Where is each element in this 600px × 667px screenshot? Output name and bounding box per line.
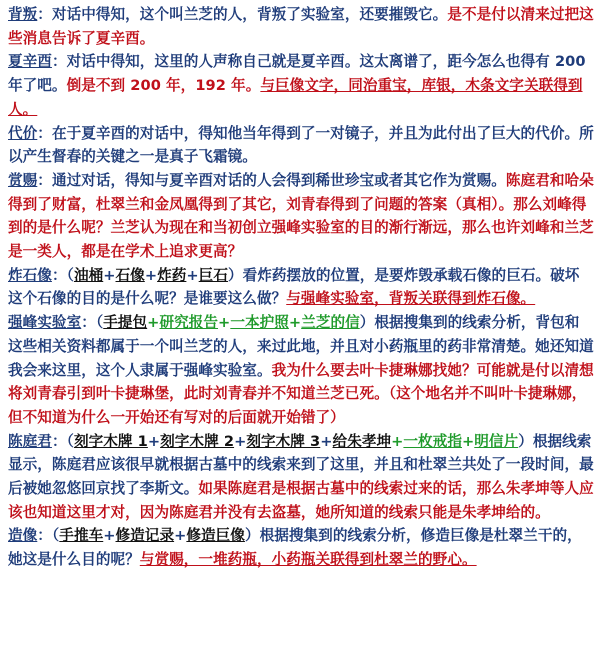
text-segment: + bbox=[103, 527, 116, 545]
paragraph-shangci bbox=[8, 169, 594, 264]
paragraph-xiaxinyou bbox=[8, 50, 594, 121]
underlined-text: 手提包 bbox=[103, 314, 148, 332]
text-segment: + bbox=[288, 314, 302, 332]
text-segment: ：（ bbox=[37, 527, 60, 545]
section-term: 炸石像 bbox=[8, 266, 52, 284]
underlined-text: 石像 bbox=[115, 266, 145, 284]
section-term: 背叛 bbox=[8, 6, 38, 23]
underlined-text: 研究报告 bbox=[159, 314, 219, 332]
underlined-text: 炸药 bbox=[157, 266, 187, 284]
underlined-text: 刻字木牌 1 bbox=[73, 432, 148, 450]
text-segment: + bbox=[144, 266, 158, 284]
section-term: 代价 bbox=[8, 124, 38, 142]
paragraph-zhashixiang bbox=[8, 264, 594, 311]
underlined-text: 一本护照 bbox=[230, 314, 289, 332]
paragraph-chentingjun bbox=[8, 430, 594, 525]
text-segment: ）根据搜集到的线索分析，背包和这些相关资料都属于一个叫兰芝的人，来过此地，并且对小药瓶里的药非常清楚。她还知道我会来这里，这个人隶属于强峰实验室。 bbox=[8, 314, 594, 379]
underlined-text: 给朱孝坤 bbox=[332, 432, 392, 450]
paragraph-beipan bbox=[8, 3, 594, 50]
text-segment: ）看炸药摆放的位置，是要炸毁承载石像的巨石。破坏这个石像的目的是什么呢？是谁要这么做？ bbox=[8, 266, 580, 308]
text-segment: 我为什么要去叶卡捷琳娜找她？可能就是付以清想将刘青春引到叶卡捷琳堡，此时刘青春并不知道兰芝已死。（这个地名并不叫叶卡捷琳娜，但不知道为什么一开始还有写对的后面就开始错了） bbox=[8, 361, 594, 426]
text-segment: 如果陈庭君是根据古墓中的线索过来的话，那么朱孝坤等人应该也知道这里才对，因为陈庭君并没有去盗墓，她所知道的线索只能是朱孝坤给的。 bbox=[8, 480, 594, 521]
text-segment: + bbox=[218, 314, 231, 332]
text-segment: 倒是不到 200 年，192 年。 bbox=[66, 77, 261, 95]
underlined-text: 刻字木牌 3 bbox=[246, 432, 321, 450]
text-segment: ：（ bbox=[51, 432, 74, 450]
section-term: 赏赐 bbox=[8, 171, 38, 189]
underlined-text: 与赏赐，一堆药瓶，小药瓶关联得到杜翠兰的野心。 bbox=[139, 551, 477, 569]
underlined-text: 与巨像文字，同治重宝，库银，木条文字关联得到人。 bbox=[8, 77, 583, 118]
section-term: 造像 bbox=[8, 527, 38, 545]
underlined-text: 刻字木牌 2 bbox=[160, 432, 235, 450]
text-segment: + bbox=[147, 432, 161, 450]
text-segment: ：对话中得知，这里的人声称自己就是夏辛酉。这太离谱了，距今怎么也得有 200 年了吧。 bbox=[8, 53, 586, 95]
text-segment: ）根据线索显示，陈庭君应该很早就根据古墓中的线索来到了这里，并且和杜翠兰共处了一段时间，最后被她忽悠回京找了李斯文。 bbox=[8, 432, 594, 498]
text-segment: ：（ bbox=[51, 266, 74, 284]
text-segment: + bbox=[461, 432, 475, 450]
underlined-text: 巨石 bbox=[198, 266, 228, 284]
text-segment: 陈庭君和哈朵得到了财富，杜翠兰和金凤凰得到了其它，刘青春得到了问题的答案（真相）。那么刘峰得到的是什么呢？兰芝认为现在和当初创立强峰实验室的目的渐行渐远，那么也许刘峰和兰芝是一类人，都是在学术上追求更高？ bbox=[8, 171, 594, 261]
underlined-text: 修造记录 bbox=[115, 527, 175, 545]
paragraph-zaoxiang bbox=[8, 524, 594, 571]
text-segment: ：在于夏辛酉的对话中，得知他当年得到了一对镜子，并且为此付出了巨大的代价。所以产生督春的关键之一是真子飞霜镜。 bbox=[8, 124, 594, 166]
paragraph-qiangfeng bbox=[8, 311, 594, 430]
text-segment: ：（ bbox=[81, 314, 104, 332]
underlined-text: 一枚戒指 bbox=[403, 432, 462, 450]
text-segment: ）根据搜集到的线索分析，修造巨像是杜翠兰干的，她这是什么目的呢？ bbox=[8, 527, 582, 569]
paragraph-daijia bbox=[8, 122, 594, 169]
text-segment: ：通过对话，得知与夏辛酉对话的人会得到稀世珍宝或者其它作为赏赐。 bbox=[37, 171, 506, 189]
section-term: 强峰实验室 bbox=[8, 314, 82, 332]
text-segment: + bbox=[186, 266, 199, 284]
underlined-text: 手推车 bbox=[59, 527, 104, 545]
underlined-text: 油桶 bbox=[73, 266, 104, 284]
text-segment: + bbox=[174, 527, 187, 545]
underlined-text: 兰芝的信 bbox=[301, 314, 360, 332]
text-segment: 是不是付以清来过把这些消息告诉了夏辛酉。 bbox=[8, 6, 594, 47]
section-term: 夏辛酉 bbox=[8, 53, 52, 71]
underlined-text: 与强峰实验室，背叛关联得到炸石像。 bbox=[286, 290, 536, 308]
section-term: 陈庭君 bbox=[8, 432, 52, 450]
text-segment: ：对话中得知，这个叫兰芝的人，背叛了实验室，还要摧毁它。 bbox=[37, 6, 448, 23]
text-segment: + bbox=[103, 266, 116, 284]
text-segment: + bbox=[234, 432, 247, 450]
underlined-text: 明信片 bbox=[474, 432, 519, 450]
underlined-text: 修造巨像 bbox=[186, 527, 245, 545]
text-segment: + bbox=[391, 432, 404, 450]
text-segment: + bbox=[147, 314, 160, 332]
text-segment: + bbox=[320, 432, 333, 450]
